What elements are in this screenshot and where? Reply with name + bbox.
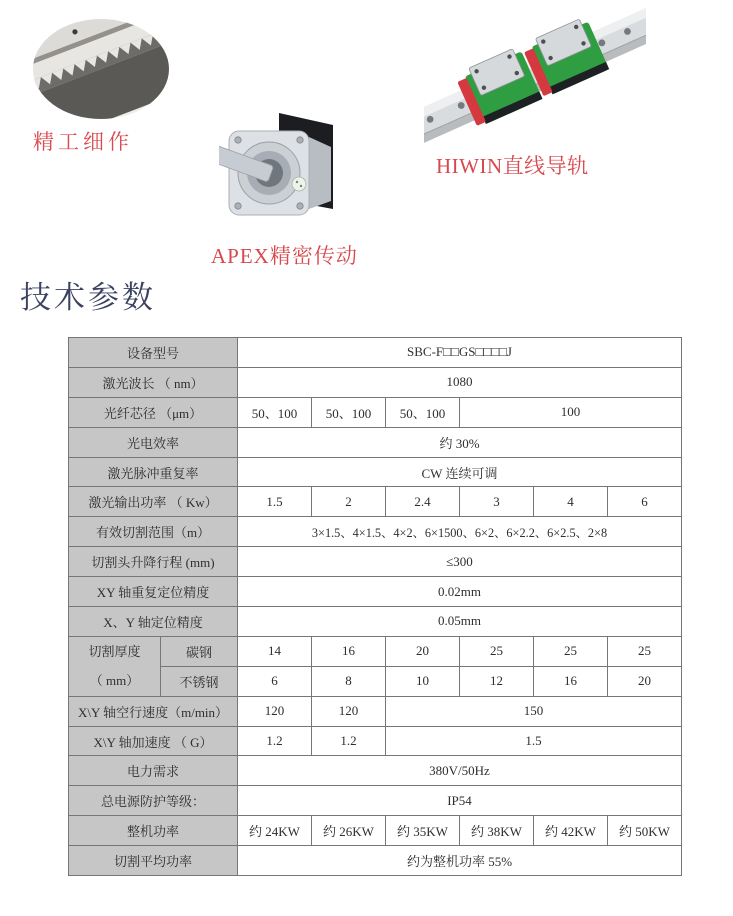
row-laser-wavelength (69, 367, 682, 397)
spec-value: 约 24KW (238, 816, 312, 846)
spec-value: 1080 (238, 367, 682, 397)
spec-value: 120 (238, 696, 312, 726)
row-protection-rating (69, 786, 682, 816)
spec-label: 切割平均功率 (69, 846, 238, 876)
spec-value: 16 (312, 636, 386, 666)
spec-value: 100 (460, 397, 682, 427)
spec-value: 14 (238, 636, 312, 666)
spec-value: 1.5 (238, 487, 312, 517)
spec-label: XY 轴重复定位精度 (69, 577, 238, 607)
spec-label: X\Y 轴空行速度（m/min） (69, 696, 238, 726)
spec-sublabel: 碳钢 (161, 636, 238, 666)
spec-value: 12 (460, 666, 534, 696)
row-axis-acceleration (69, 726, 682, 756)
spec-label: 切割头升降行程 (mm) (69, 547, 238, 577)
product-label-apex-gearbox: APEX精密传动 (211, 244, 358, 268)
row-average-cutting-power (69, 846, 682, 876)
spec-value: 约为整机功率 55% (238, 846, 682, 876)
gearbox-photo (219, 103, 339, 238)
spec-label: 激光波长 （ nm） (69, 367, 238, 397)
spec-value: 2.4 (386, 487, 460, 517)
row-cutting-thickness-carbon-steel (69, 636, 682, 666)
row-device-model (69, 338, 682, 368)
spec-label: X、Y 轴定位精度 (69, 607, 238, 637)
spec-label: 整机功率 (69, 816, 238, 846)
spec-value: 25 (460, 636, 534, 666)
spec-value: 3×1.5、4×1.5、4×2、6×1500、6×2、6×2.2、6×2.5、2×8 (238, 517, 682, 547)
spec-value: 1.2 (312, 726, 386, 756)
row-cutting-head-travel (69, 547, 682, 577)
row-cutting-thickness-stainless-steel (69, 666, 682, 696)
spec-label-line: 切割厚度 (88, 644, 141, 660)
product-label-craftsmanship: 精工细作 (33, 130, 133, 154)
spec-label: 电力需求 (69, 756, 238, 786)
spec-label: 激光输出功率 （ Kw） (69, 487, 238, 517)
spec-value: 0.02mm (238, 577, 682, 607)
spec-label: 有效切割范围（m） (69, 517, 238, 547)
spec-value: 0.05mm (238, 607, 682, 637)
spec-sublabel: 不锈钢 (161, 666, 238, 696)
hiwin-rail-photo (424, 4, 646, 150)
spec-value: 50、100 (312, 397, 386, 427)
row-power-requirement (69, 756, 682, 786)
spec-value: 约 35KW (386, 816, 460, 846)
row-idle-travel-speed (69, 696, 682, 726)
spec-value: 约 30% (238, 427, 682, 457)
spec-label: 设备型号 (69, 338, 238, 368)
spec-value: 25 (608, 636, 682, 666)
spec-value: CW 连续可调 (238, 457, 682, 487)
spec-value: 20 (608, 666, 682, 696)
spec-value: 8 (312, 666, 386, 696)
spec-label: 光纤芯径 （μm） (69, 397, 238, 427)
spec-value: 20 (386, 636, 460, 666)
spec-label (69, 636, 161, 696)
spec-label: 光电效率 (69, 427, 238, 457)
spec-value: IP54 (238, 786, 682, 816)
spec-value: SBC-F□□GS□□□□J (238, 338, 682, 368)
product-label-hiwin-rail: HIWIN直线导轨 (436, 154, 589, 178)
spec-value: 3 (460, 487, 534, 517)
spec-value: 6 (238, 666, 312, 696)
spec-value: ≤300 (238, 547, 682, 577)
row-pulse-repetition (69, 457, 682, 487)
spec-label-line: （ mm） (89, 673, 140, 689)
row-fiber-core-diameter (69, 397, 682, 427)
spec-value: 约 26KW (312, 816, 386, 846)
spec-value: 约 50KW (608, 816, 682, 846)
spec-value: 2 (312, 487, 386, 517)
spec-value: 16 (534, 666, 608, 696)
row-laser-output-power (69, 487, 682, 517)
spec-value: 4 (534, 487, 608, 517)
spec-value: 50、100 (238, 397, 312, 427)
spec-label: X\Y 轴加速度 （ G） (69, 726, 238, 756)
section-title-technical-parameters: 技术参数 (20, 280, 156, 315)
spec-value: 25 (534, 636, 608, 666)
spec-value: 6 (608, 487, 682, 517)
spec-value: 150 (386, 696, 682, 726)
row-total-machine-power (69, 816, 682, 846)
rail-closeup-photo (30, 17, 172, 121)
row-cutting-range (69, 517, 682, 547)
spec-value: 1.2 (238, 726, 312, 756)
spec-value: 约 42KW (534, 816, 608, 846)
row-xy-repeat-accuracy (69, 577, 682, 607)
spec-table (68, 337, 682, 876)
row-xy-positioning-accuracy (69, 607, 682, 637)
spec-value: 10 (386, 666, 460, 696)
row-photoelectric-efficiency (69, 427, 682, 457)
spec-value: 120 (312, 696, 386, 726)
spec-value: 1.5 (386, 726, 682, 756)
spec-value: 380V/50Hz (238, 756, 682, 786)
spec-label: 激光脉冲重复率 (69, 457, 238, 487)
spec-value: 约 38KW (460, 816, 534, 846)
spec-value: 50、100 (386, 397, 460, 427)
spec-label: 总电源防护等级： (69, 786, 238, 816)
